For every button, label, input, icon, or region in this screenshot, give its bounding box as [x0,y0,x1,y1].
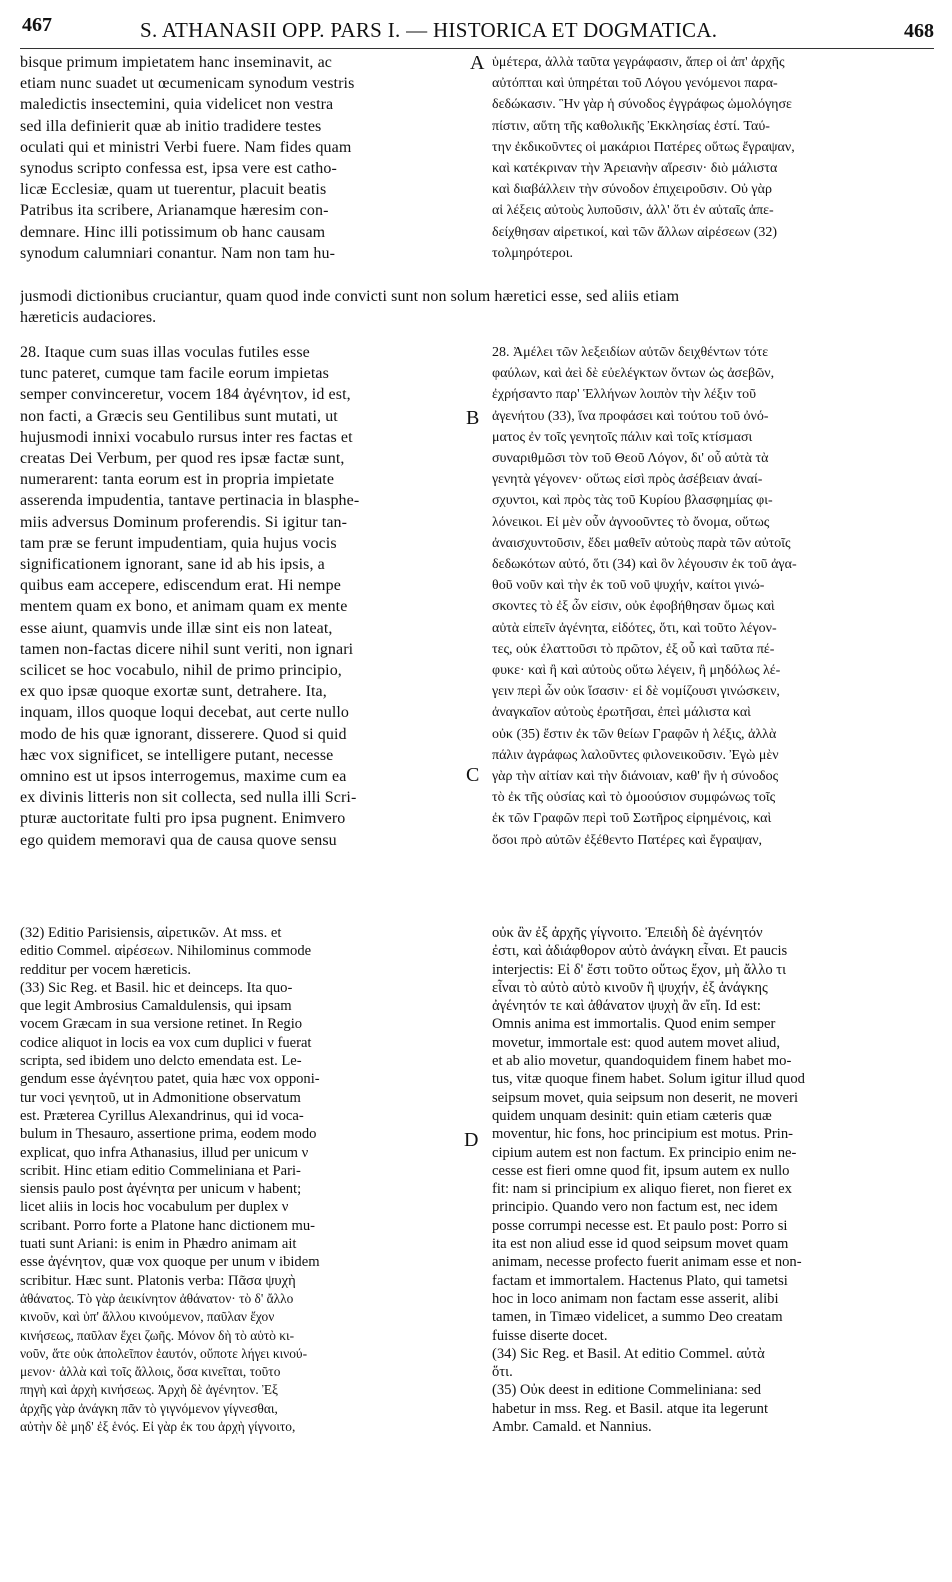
footnotes-right-column [492,924,932,1436]
text-line: Ambr. Camald. et Nannius. [492,1419,652,1436]
text-line: φυκε· καὶ ἢ καὶ αὐτοὺς οὕτω λέγειν, ἢ μηδόλως λέ- [492,663,781,679]
text-line: principio. Quando vero non factum est, nec idem [492,1199,778,1216]
text-line: cipium autem est non factum. Ex principio enim ne- [492,1144,797,1161]
text-line: animam, necesse profecto fuerit animam esse et non- [492,1254,802,1271]
text-line: ὅτι. [492,1364,513,1381]
text-line: κινοῦν, καὶ ὑπ' ἄλλου κινούμενον, παῦλαν ἔχον [20,1309,275,1325]
text-line: est. Præterea Cyrillus Alexandrinus, qui id voca- [20,1107,304,1124]
text-line: φαύλων, καὶ ἀεὶ δὲ εὐελέγκτων ὄντων ὡς ἀσεβῶν, [492,366,775,382]
text-line: ἐκ τῶν Γραφῶν περὶ τοῦ Σωτῆρος εἰρημένοις, καὶ [492,811,772,827]
text-line: ita est non aliud esse id quod seipsum movet quam [492,1236,789,1253]
text-line: εἶναι τὸ αὐτὸ αὑτὸ κινοῦν ἢ ψυχήν, ἐξ ἀνάγκης [492,979,768,996]
text-line: gendum esse ἀγένητου patet, quia hæc vox opponi- [20,1071,320,1088]
text-line: hoc in loco animam non factam esse asserit, alibi [492,1290,779,1307]
page-number-right: 468 [904,20,934,42]
text-line: αὐτόπται καὶ ὑπηρέται τοῦ Λόγου γενόμενοι παρα- [492,76,778,92]
text-line: δείχθησαν αἱρετικοί, καὶ τῶν ἄλλων αἱρέσεων (32) [492,224,777,240]
text-line: σχυντοι, καὶ πρὸς τὰς τοῦ Κυρίου βλασφημίας φι- [492,493,773,509]
text-line: ἀγενήτου (33), ἵνα προφάσει καὶ τούτου τοῦ ὀνό- [492,408,769,424]
text-line: synodum calumniari conantur. Nam non tam hu- [20,244,336,262]
text-line: αὐτὴν δὲ μηδ' ἐξ ἑνός. Εἰ γὰρ ἐκ του ἀρχὴ γίγνοιτο, [20,1419,296,1435]
text-line: tur voci γενητοῦ, ut in Admonitione observatum [20,1089,301,1106]
text-line: et ab alio movetur, quandoquidem finem habet mo- [492,1053,792,1070]
text-line: κινήσεως, παῦλαν ἔχει ζωῆς. Μόνον δὴ τὸ αὑτὸ κι- [20,1327,295,1343]
text-line: γὰρ τὴν αἰτίαν καὶ τὴν διάνοιαν, καθ' ἣν ἡ σύνοδος [492,769,779,785]
text-line: seipsum movet, quia seipsum non deserit, ne moveri [492,1089,799,1106]
text-line: (33) Sic Reg. et Basil. hic et deinceps. Ita quo- [20,979,293,996]
text-line: οὐκ ἂν ἐξ ἀρχῆς γίγνοιτο. Ἐπειδὴ δὲ ἀγένητόν [492,925,763,941]
text-line: tuati sunt Ariani: is enim in Phædro animam ait [20,1236,297,1253]
text-line: ὑμέτερα, ἀλλὰ ταῦτα γεγράφασιν, ἅπερ οἱ ἀπ' ἀρχῆς [492,55,785,70]
text-line: οὐκ (35) ἔστιν ἐκ τῶν θείων Γραφῶν ἡ λέξις, ἀλλὰ [492,726,777,742]
text-line: bulum in Thesauro, assertione prima, eodem modo [20,1126,317,1143]
text-line: αἱ λέξεις αὐτοὺς λυποῦσιν, ἀλλ' ὅτι ἐν αὐταῖς ἀπε- [492,203,774,219]
latin-column-top [20,52,475,264]
text-line: bisque primum impietatem hanc inseminavit, ac [20,54,332,71]
text-line: γειν περὶ ὧν οὐκ ἴσασιν· εἰ δὲ νομίζουσι γινώσκειν, [492,684,780,700]
margin-letter-c: C [466,764,480,786]
text-line: movetur, immortale est: quod autem movet aliud, [492,1034,780,1051]
text-line: jusmodi dictionibus cruciantur, quam quod inde convicti sunt non solum hæretici esse, sed aliis etiam [20,288,680,305]
text-line: τὸ ἐκ τῆς οὐσίας καὶ τὸ ὁμοούσιον συμφώνως τοῖς [492,790,776,806]
text-line: ἀναισχυντοῦσιν, ἔδει μαθεῖν αὐτοὺς παρὰ τῶν αὐτοῖς [492,535,791,551]
text-line: ἀθάνατος. Τὸ γὰρ ἀεικίνητον ἀθάνατον· τὸ δ' ἄλλο [20,1290,294,1306]
text-line: licæ Ecclesiæ, quam ut tuerentur, placuit beatis [20,181,327,199]
text-line: mentem quam ex bono, et animam quam ex mente [20,598,348,616]
text-line: vocem Græcam in sua versione retinet. In Regio [20,1016,303,1033]
text-line: σκοντες τὸ ἐξ ὧν εἰσιν, οὐκ ἐφοβήθησαν ὅμως καὶ [492,599,775,615]
greek-column-top [492,52,932,264]
header-rule [20,48,934,49]
text-line: esse aiunt, quamvis unde illæ sint eis non lateat, [20,619,333,637]
text-line: ex divinis litteris non sit collecta, sed nulla illi Scri- [20,789,357,807]
text-line: τες, οὐκ ἐλαττοῦσι τὸ πρῶτον, ἐξ οὗ καὶ ταῦτα πέ- [492,641,775,657]
text-line: ἀγένητόν τε καὶ ἀθάνατον ψυχὴ ἂν εἴη. Id est: [492,998,761,1015]
text-line: scilicet se hoc vocabulo, nihil de primo principio, [20,662,342,680]
text-line: λόνεικοι. Εἰ μὲν οὖν ἀγνοοῦντες τὸ ὄνομα, οὕτως [492,514,770,530]
text-line: πίστιν, αὕτη τῆς καθολικῆς Ἐκκλησίας ἐστί. Ταύ- [492,118,770,134]
text-line: πάλιν ἀγράφως λαλοῦντες φιλονεικοῦσιν. Ἐγὼ μὲν [492,747,779,763]
full-width-text [20,286,935,328]
text-line: 28. Itaque cum suas illas voculas futiles esse [20,344,310,361]
text-line: δεδωκότων αὐτό, ὅτι (34) καὶ ὃν λέγουσιν ἐκ τοῦ ἀγα- [492,557,797,573]
text-line: tam præ se ferunt impudentiam, quia hujus vocis [20,534,337,552]
text-line: tamen non-factas dicere nihil sunt veriti, non ignari [20,640,354,658]
text-line: modo de his quæ ignorant, disserere. Quod si quid [20,725,347,743]
page-number-left: 467 [22,14,52,36]
text-line: numerarent: tanta eorum est in propria impietate [20,471,335,489]
text-line: αὐτὰ εἰπεῖν ἀγένητα, εἰδότες, ὅτι, καὶ τοῦτο λέγον- [492,620,777,636]
text-line: δεδώκασιν. Ἣν γὰρ ἡ σύνοδος ἐγγράφως ὡμολόγησε [492,97,792,113]
text-line: que legit Ambrosius Camaldulensis, qui ipsam [20,998,292,1015]
text-line: scripta, sed ibidem uno delcto emendata est. Le- [20,1053,302,1070]
text-line: πηγὴ καὶ ἀρχὴ κινήσεως. Ἀρχὴ δὲ ἀγένητον. Ἐξ [20,1382,279,1398]
text-line: interjectis: Εἰ δ' ἔστι τοῦτο οὕτως ἔχον, μὴ ἄλλο τι [492,961,787,978]
text-line: explicat, quo infra Athanasius, illud per unicum ν [20,1144,309,1161]
margin-letter-d: D [464,1129,479,1151]
text-line: sed illa definierit quæ ab initio tradidere testes [20,117,322,135]
text-line: την ἐκδικοῦντες οἱ μακάριοι Πατέρες οὕτως ἔγραψαν, [492,139,795,155]
text-line: Omnis anima est immortalis. Quod enim semper [492,1016,776,1033]
text-line: esse ἀγένητον, quæ vox quoque per unum ν ibidem [20,1254,320,1271]
text-line: ἀναγκαῖον αὐτοὺς ἐρωτῆσαι, ἐπεὶ μάλιστα καὶ [492,705,751,721]
greek-column-body [492,342,932,851]
text-line: fuisse diserte docet. [492,1327,608,1344]
text-line: hujusmodi innixi vocabulo rursus inter res factas et [20,428,353,446]
text-line: ἐχρήσαντο παρ' Ἑλλήνων λοιπὸν τὴν λέξιν τοῦ [492,387,757,403]
text-line: omnino est ut ipsos interrogemus, maxime cum ea [20,768,347,786]
text-line: ex quo ipsæ quoque exortæ sunt, detrahere. Ita, [20,683,327,701]
footnotes-left-column [20,924,475,1436]
text-line: (32) Editio Parisiensis, αἱρετικῶν. At mss. et [20,925,282,941]
text-line: ἐστι, καὶ ἀδιάφθορον αὐτὸ ἀνάγκη εἶναι. Et paucis [492,943,788,960]
text-line: γενητὰ γέγονεν· οὕτως εἰσὶ πρὸς ἀσέβειαν ἀναί- [492,472,763,488]
text-line: semper convinceretur, vocem 184 ἀγένητον, id est, [20,386,351,404]
text-line: τολμηρότεροι. [492,245,573,261]
text-line: tus, vitæ quoque finem habet. Solum igitur illud quod [492,1071,805,1088]
text-line: etiam nunc suadet ut œcumenicam synodum vestris [20,75,355,93]
margin-letter-b: B [466,407,480,429]
text-line: inquam, illos quoque loqui decebat, aut certe nullo [20,704,350,722]
text-line: pturæ auctoritate fulti pro ipsa pugnent. Enimvero [20,810,346,828]
text-line: moventur, hic fons, hoc principium est motus. Prin- [492,1126,793,1143]
text-line: ὅσοι πρὸ αὐτῶν ἐξέθεντο Πατέρες καὶ ἔγραψαν, [492,832,763,848]
text-line: posse corrumpi necesse est. Et paulo post: Porro si [492,1217,788,1234]
text-line: editio Commel. αἱρέσεων. Nihilominus commode [20,943,312,960]
text-line: scribit. Hinc etiam editio Commeliniana et Pari- [20,1162,301,1179]
text-line: creatas Dei Verbum, per quod res ipsæ factæ sunt, [20,450,345,468]
text-line: (35) Οὐκ deest in editione Commeliniana: sed [492,1382,762,1399]
text-line: licet aliis in locis hoc vocabulum per duplex ν [20,1199,289,1216]
text-line: (34) Sic Reg. et Basil. At editio Commel. αὐτὰ [492,1345,765,1362]
running-head [22,14,934,50]
text-line: fit: nam si principium ex aliquo fieret, non fieret ex [492,1181,792,1198]
text-line: quidem unquam desinit: quin etiam cæteris quæ [492,1107,772,1124]
text-line: habetur in mss. Reg. et Basil. atque ita legerunt [492,1400,768,1417]
text-line: tamen, in Timæo videlicet, a summo Deo creatam [492,1309,783,1326]
text-line: συναριθμῶσι τὸν τοῦ Θεοῦ Λόγον, δι' οὗ αὐτὰ τὰ [492,451,769,467]
text-line: καὶ κατέκριναν τὴν Ἀρειανὴν αἵρεσιν· διὸ μάλιστα [492,161,778,177]
text-line: cesse est fieri omne quod fit, ipsum autem ex nullo [492,1162,790,1179]
text-line: significationem ignorant, sane id ab his ipsis, a [20,556,325,574]
text-line: scribant. Porro forte a Platone hanc dictionem mu- [20,1217,316,1234]
latin-column-body [20,342,475,851]
text-line: synodus scripto confessa est, ipsa vere est catho- [20,160,337,178]
text-line: ego quidem memoravi qua de causa quove sensu [20,831,337,849]
text-line: ματος ἐν τοῖς γενητοῖς πάλιν καὶ τοῖς κτίσμασι [492,429,753,445]
text-line: demnare. Hinc illi potissimum ob hanc causam [20,223,326,241]
text-line: codice aliquot in locis ea vox cum duplici ν fuerat [20,1034,312,1051]
text-line: θοῦ νοῦν καὶ τὴν ἐκ τοῦ νοῦ ψυχήν, καίτοι γινώ- [492,578,765,594]
text-line: scribitur. Hæc sunt. Platonis verba: Πᾶσα ψυχὴ [20,1272,296,1289]
running-title: S. ATHANASII OPP. PARS I. — HISTORICA ET DOGMATICA. [140,18,718,42]
text-line: μενον· ἀλλὰ καὶ τοῖς ἄλλοις, ὅσα κινεῖται, τοῦτο [20,1364,281,1380]
text-line: Patribus ita scribere, Arianamque hæresim con- [20,202,329,220]
text-line: siensis paulo post ἀγένητα per unicum ν habent; [20,1181,302,1198]
text-line: redditur per vocem hæreticis. [20,961,192,978]
text-line: ἀρχῆς γὰρ ἀνάγκη πᾶν τὸ γιγνόμενον γίγνεσθαι, [20,1400,278,1416]
text-line: hæc vox significet, se intelligere putant, necesse [20,746,334,764]
text-line: νοῦν, ἅτε οὐκ ἀπολεῖπον ἑαυτόν, οὔποτε λήγει κινού- [20,1345,308,1361]
margin-letter-a: A [470,52,485,74]
text-line: quibus eam accepere, ediscendum erat. Hi nempe [20,577,341,595]
text-line: asserenda impudentia, tantave pertinacia in blasphe- [20,492,360,510]
text-line: 28. Ἀμέλει τῶν λεξειδίων αὐτῶν δειχθέντων τότε [492,345,769,360]
text-line: tunc pateret, cumque tam facile eorum impietas [20,365,329,383]
text-line: καὶ διαβάλλειν τὴν σύνοδον ἐπιχειροῦσιν. Οὐ γὰρ [492,182,772,198]
text-line: non facti, a Græcis seu Gentilibus sunt mutati, ut [20,407,338,425]
text-line: hæreticis audaciores. [20,309,157,327]
text-line: maledictis insectemini, quia videlicet non vestra [20,96,334,114]
text-line: miis adversus Dominum proferendis. Si igitur tan- [20,513,348,531]
text-line: oculati qui et ministri Verbi fuere. Nam fides quam [20,138,352,156]
text-line: factam et immortalem. Hactenus Plato, qui tametsi [492,1272,788,1289]
